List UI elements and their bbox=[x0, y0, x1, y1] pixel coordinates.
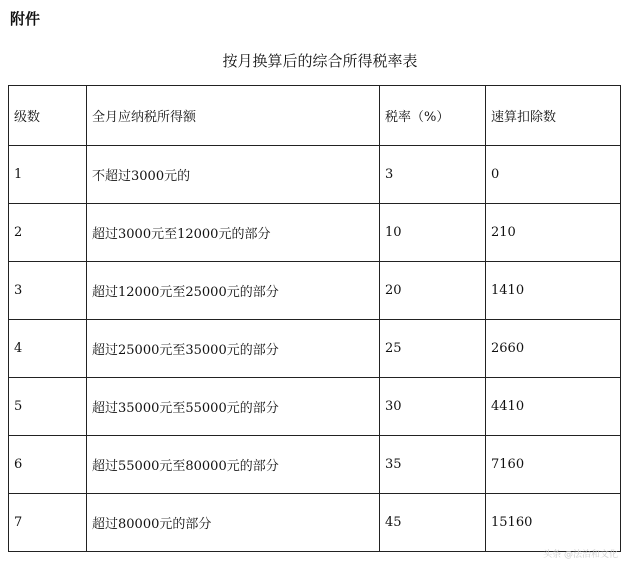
header-income: 全月应纳税所得额 bbox=[87, 86, 380, 146]
tax-rate-table bbox=[8, 85, 621, 552]
cell-level: 2 bbox=[9, 204, 87, 262]
cell-level: 6 bbox=[9, 436, 87, 494]
cell-income: 不超过3000元的 bbox=[87, 146, 380, 204]
cell-rate: 35 bbox=[380, 436, 486, 494]
cell-deduction: 7160 bbox=[486, 436, 621, 494]
cell-level: 5 bbox=[9, 378, 87, 436]
cell-rate: 45 bbox=[380, 494, 486, 552]
cell-deduction: 210 bbox=[486, 204, 621, 262]
cell-income: 超过25000元至35000元的部分 bbox=[87, 320, 380, 378]
table-row bbox=[9, 494, 621, 552]
table-header-row bbox=[9, 86, 621, 146]
cell-income: 超过55000元至80000元的部分 bbox=[87, 436, 380, 494]
cell-rate: 3 bbox=[380, 146, 486, 204]
cell-deduction: 15160 bbox=[486, 494, 621, 552]
header-deduction: 速算扣除数 bbox=[486, 86, 621, 146]
cell-deduction: 0 bbox=[486, 146, 621, 204]
cell-income: 超过80000元的部分 bbox=[87, 494, 380, 552]
attachment-label: 附件 bbox=[10, 10, 41, 28]
header-rate: 税率（%） bbox=[380, 86, 486, 146]
table-row bbox=[9, 320, 621, 378]
cell-income: 超过12000元至25000元的部分 bbox=[87, 262, 380, 320]
cell-rate: 10 bbox=[380, 204, 486, 262]
cell-income: 超过3000元至12000元的部分 bbox=[87, 204, 380, 262]
cell-rate: 20 bbox=[380, 262, 486, 320]
table-row bbox=[9, 146, 621, 204]
cell-income: 超过35000元至55000元的部分 bbox=[87, 378, 380, 436]
cell-level: 1 bbox=[9, 146, 87, 204]
table-row bbox=[9, 204, 621, 262]
cell-deduction: 4410 bbox=[486, 378, 621, 436]
cell-level: 3 bbox=[9, 262, 87, 320]
table-row bbox=[9, 378, 621, 436]
cell-deduction: 2660 bbox=[486, 320, 621, 378]
header-level: 级数 bbox=[9, 86, 87, 146]
cell-level: 7 bbox=[9, 494, 87, 552]
table-row bbox=[9, 262, 621, 320]
cell-deduction: 1410 bbox=[486, 262, 621, 320]
table-row bbox=[9, 436, 621, 494]
cell-level: 4 bbox=[9, 320, 87, 378]
cell-rate: 25 bbox=[380, 320, 486, 378]
watermark: 头条 @法治和文化 bbox=[543, 550, 618, 560]
table-title: 按月换算后的综合所得税率表 bbox=[222, 52, 418, 70]
cell-rate: 30 bbox=[380, 378, 486, 436]
